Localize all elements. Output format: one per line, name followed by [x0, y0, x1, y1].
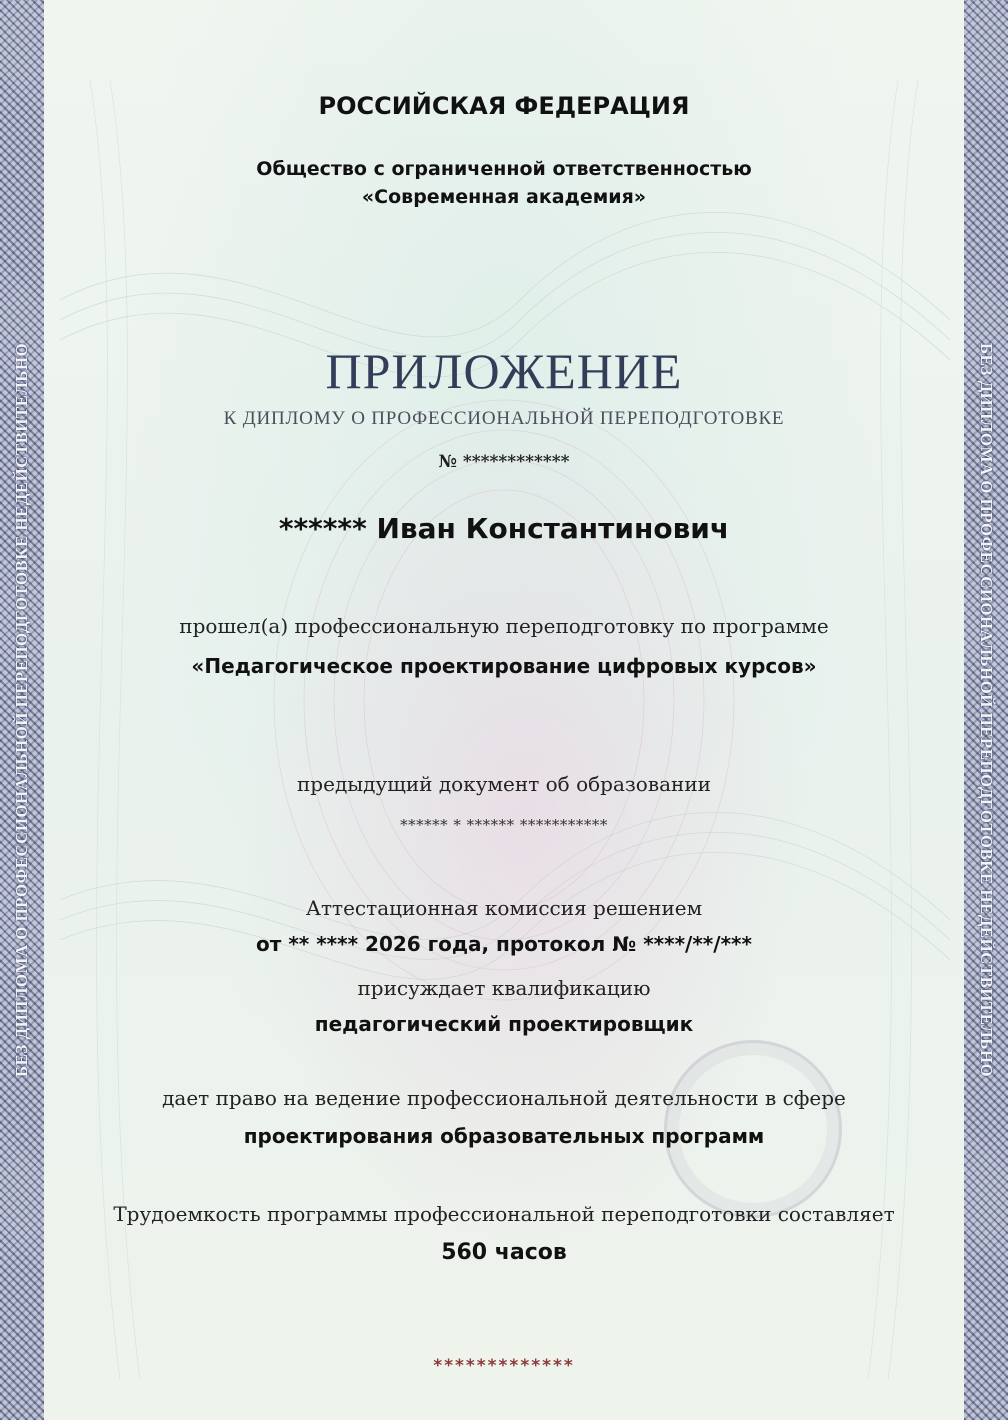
recipient-name: ****** Иван Константинович: [278, 512, 730, 545]
document-subtitle: К ДИПЛОМУ О ПРОФЕССИОНАЛЬНОЙ ПЕРЕПОДГОТОВКЕ: [223, 408, 785, 429]
organization-name: «Современная академия»: [361, 186, 647, 208]
country-heading: РОССИЙСКАЯ ФЕДЕРАЦИЯ: [318, 92, 690, 120]
qualification-name: педагогический проектировщик: [314, 1012, 694, 1036]
program-intro: прошел(а) профессиональную переподготовку по программе: [179, 614, 829, 638]
document-number: № ************: [438, 452, 570, 472]
document-content: [60, 0, 948, 1420]
left-border-text: БЕЗ ДИПЛОМА О ПРОФЕССИОНАЛЬНОЙ ПЕРЕПОДГОТОВКЕ НЕДЕЙСТВИТЕЛЬНО: [12, 342, 31, 1078]
organization-type: Общество с ограниченной ответственностью: [256, 158, 752, 180]
form-serial-number: *************: [433, 1356, 575, 1376]
professional-sphere: проектирования образовательных программ: [243, 1124, 765, 1148]
previous-document-number: ****** * ****** ***********: [400, 816, 608, 834]
commission-intro: Аттестационная комиссия решением: [305, 896, 703, 920]
right-border-text: БЕЗ ДИПЛОМА О ПРОФЕССИОНАЛЬНОЙ ПЕРЕПОДГОТОВКЕ НЕДЕЙСТВИТЕЛЬНО: [977, 342, 996, 1078]
workload-hours: 560 часов: [441, 1240, 567, 1265]
workload-intro: Трудоемкость программы профессиональной переподготовки составляет: [113, 1202, 895, 1226]
awards-qualification-text: присуждает квалификацию: [357, 976, 651, 1000]
document-title: ПРИЛОЖЕНИЕ: [325, 343, 683, 399]
rights-intro: дает право на ведение профессиональной деятельности в сфере: [162, 1086, 846, 1110]
commission-protocol: от ** **** 2026 года, протокол № ****/**/***: [256, 932, 752, 956]
previous-document-label: предыдущий документ об образовании: [296, 772, 712, 796]
program-name: «Педагогическое проектирование цифровых курсов»: [191, 654, 817, 678]
